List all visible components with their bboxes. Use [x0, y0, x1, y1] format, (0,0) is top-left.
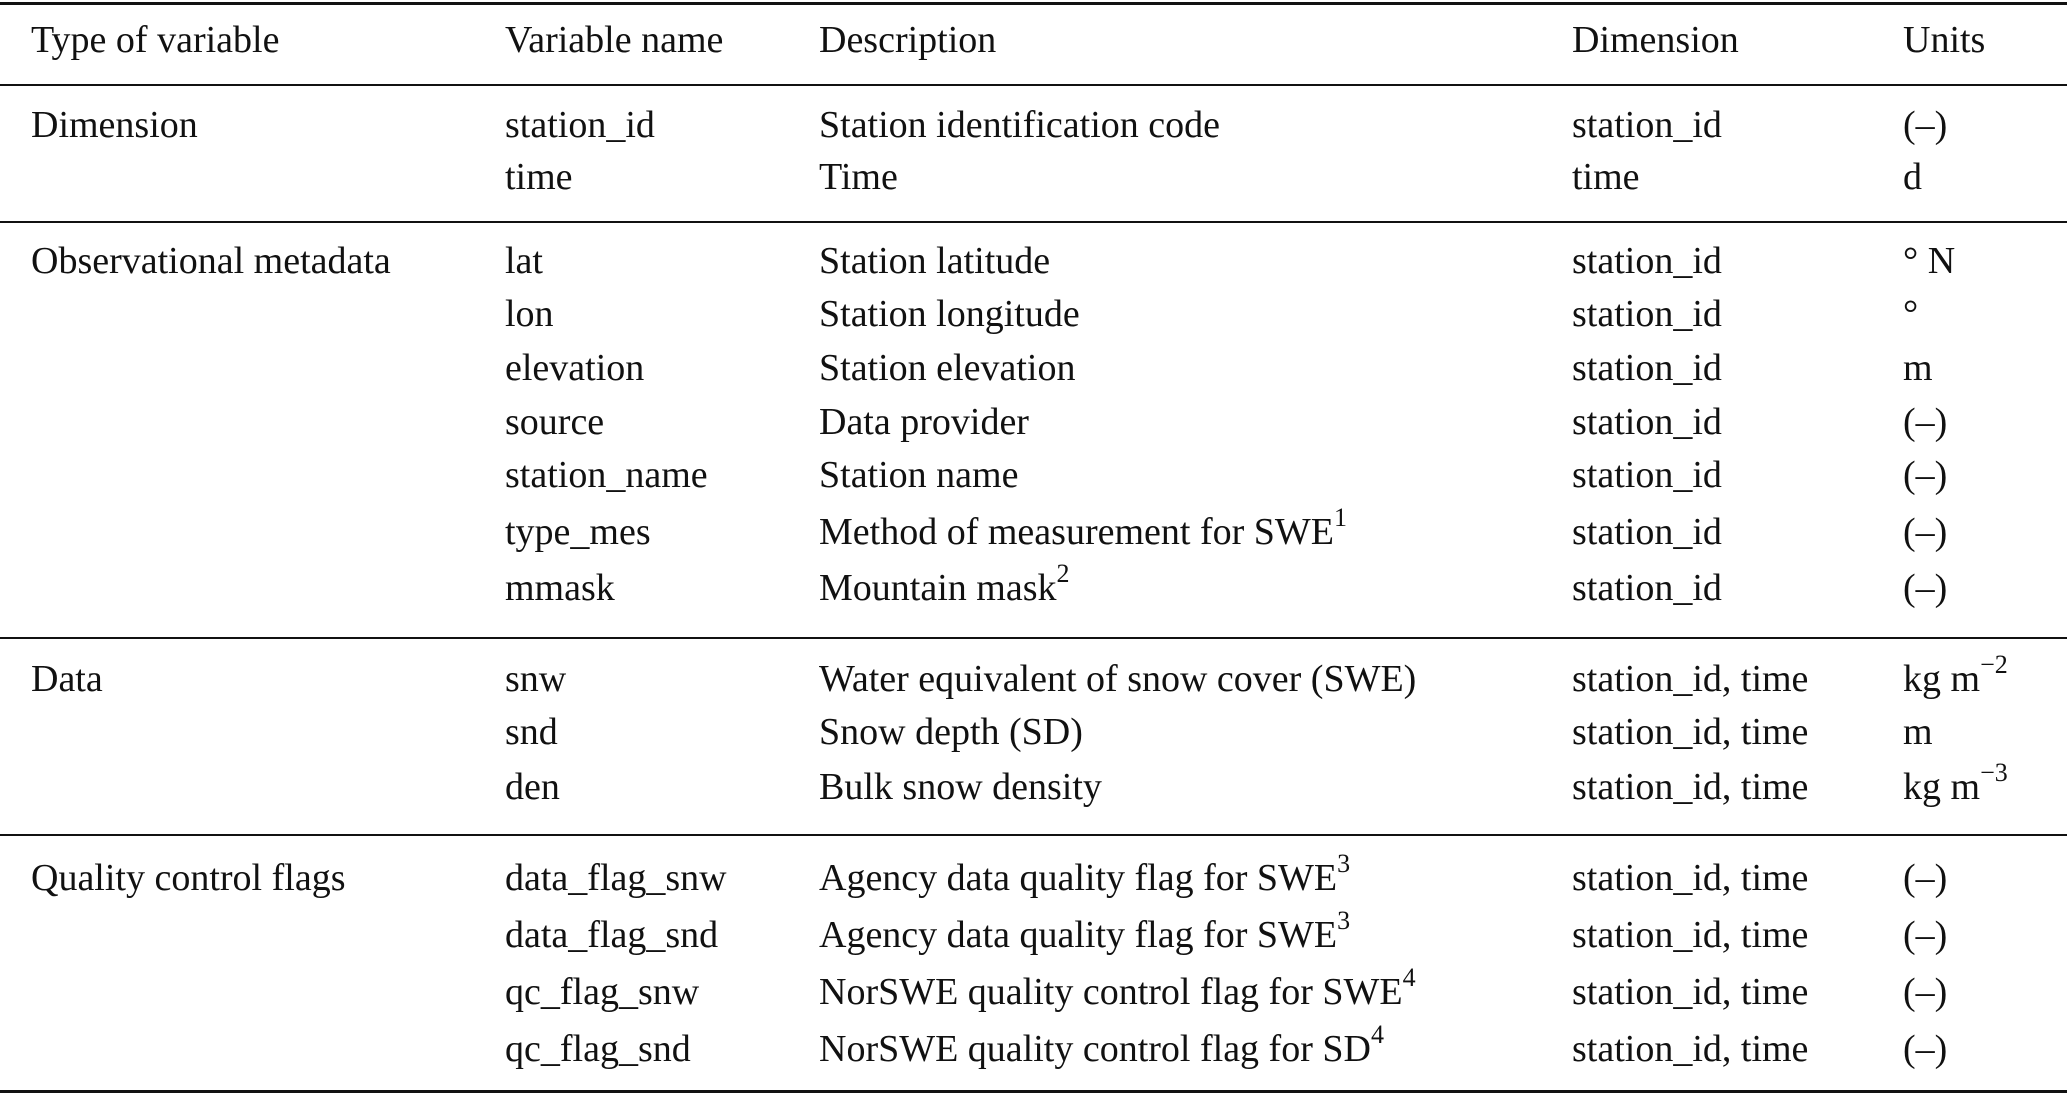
table-row [0, 397, 2067, 447]
variable-name: elevation [505, 347, 645, 389]
variable-dimension: station_id [1572, 347, 1722, 389]
header-units: Units [1903, 19, 1986, 61]
header-variable-name: Variable name [505, 19, 724, 61]
variable-name: type_mes [505, 511, 651, 553]
variable-dimension: station_id, time [1572, 971, 1809, 1013]
table-row [0, 236, 2067, 286]
unit-text: m [1903, 347, 1933, 389]
variable-name: snd [505, 711, 558, 753]
variable-units [1903, 100, 1947, 150]
unit-text: (–) [1903, 104, 1948, 146]
description-text: Snow depth (SD) [819, 711, 1083, 753]
description-text: Agency data quality flag for SWE [819, 857, 1338, 899]
variable-name: snw [505, 658, 567, 700]
table-row [0, 650, 2067, 704]
unit-text: d [1903, 156, 1922, 198]
table-row [0, 1020, 2067, 1074]
variable-units [1903, 507, 1947, 557]
variable-name: lat [505, 240, 543, 282]
description-text: Station elevation [819, 347, 1076, 389]
table-row [0, 503, 2067, 557]
variable-dimension: station_id [1572, 240, 1722, 282]
description-text: Method of measurement for SWE [819, 511, 1334, 553]
unit-text: ° [1903, 293, 1919, 335]
unit-text: (–) [1903, 1028, 1948, 1070]
unit-text: ° N [1903, 240, 1956, 282]
variable-description [819, 849, 1351, 903]
variable-dimension: station_id [1572, 511, 1722, 553]
table-row [0, 343, 2067, 393]
unit-text: kg m [1903, 766, 1981, 808]
variable-name: data_flag_snd [505, 914, 719, 956]
group-rule [0, 637, 2067, 639]
variable-name: data_flag_snw [505, 857, 727, 899]
header-dimension: Dimension [1572, 19, 1739, 61]
variable-units [1903, 450, 1947, 500]
variable-dimension: station_id [1572, 293, 1722, 335]
variable-type: Data [31, 658, 103, 700]
variable-type: Quality control flags [31, 857, 346, 899]
table-row [0, 152, 2067, 202]
footnote-marker: 1 [1333, 503, 1347, 533]
group-rule [0, 834, 2067, 836]
variable-type: Dimension [31, 104, 198, 146]
variable-units [1903, 152, 1922, 202]
table-row [0, 758, 2067, 812]
variable-description [819, 289, 1080, 339]
description-text: Data provider [819, 401, 1029, 443]
table-row [0, 849, 2067, 903]
variable-units [1903, 343, 1933, 393]
variable-dimension: station_id [1572, 401, 1722, 443]
variable-units [1903, 397, 1947, 447]
variable-dimension: station_id, time [1572, 658, 1809, 700]
description-text: Mountain mask [819, 567, 1057, 609]
variable-units [1903, 563, 1947, 613]
unit-text: (–) [1903, 511, 1948, 553]
variable-units [1903, 853, 1947, 903]
variable-dimension: station_id [1572, 104, 1722, 146]
footnote-marker: 3 [1337, 849, 1351, 879]
variable-dimension: station_id, time [1572, 766, 1809, 808]
variable-dimension: station_id, time [1572, 1028, 1809, 1070]
description-text: Water equivalent of snow cover (SWE) [819, 658, 1417, 700]
variable-dimension: station_id, time [1572, 914, 1809, 956]
variable-units [1903, 967, 1947, 1017]
variable-description [819, 100, 1220, 150]
description-text: Station name [819, 454, 1019, 496]
description-text: NorSWE quality control flag for SD [819, 1028, 1371, 1070]
variable-name: mmask [505, 567, 615, 609]
variable-description [819, 503, 1347, 557]
unit-text: (–) [1903, 914, 1948, 956]
variable-description [819, 559, 1070, 613]
unit-text: m [1903, 711, 1933, 753]
footnote-marker: 4 [1370, 1020, 1384, 1050]
table-row [0, 100, 2067, 150]
header-description: Description [819, 19, 997, 61]
description-text: Time [819, 156, 898, 198]
variable-description [819, 450, 1018, 500]
variable-name: source [505, 401, 605, 443]
table-row [0, 289, 2067, 339]
variable-description [819, 963, 1416, 1017]
variable-name: qc_flag_snd [505, 1028, 691, 1070]
table-row [0, 450, 2067, 500]
variable-description [819, 707, 1083, 757]
table-row [0, 906, 2067, 960]
variable-description [819, 236, 1050, 286]
variable-name: time [505, 156, 573, 198]
variable-units [1903, 650, 2008, 704]
footnote-marker: 3 [1337, 906, 1351, 936]
variable-name: qc_flag_snw [505, 971, 700, 1013]
variable-units [1903, 1024, 1947, 1074]
variable-units [1903, 289, 1918, 339]
variable-name: station_name [505, 454, 708, 496]
variable-name: lon [505, 293, 554, 335]
variable-description [819, 343, 1075, 393]
group-rule [0, 221, 2067, 223]
variable-dimension: station_id [1572, 454, 1722, 496]
top-rule [0, 2, 2067, 5]
unit-text: (–) [1903, 971, 1948, 1013]
variable-description [819, 397, 1029, 447]
variable-description [819, 152, 898, 202]
table-row [0, 559, 2067, 613]
description-text: NorSWE quality control flag for SWE [819, 971, 1403, 1013]
footnote-marker: 4 [1402, 963, 1416, 993]
header-type: Type of variable [31, 19, 280, 61]
description-text: Bulk snow density [819, 766, 1102, 808]
description-text: Agency data quality flag for SWE [819, 914, 1338, 956]
header-row [0, 15, 2067, 65]
unit-text: (–) [1903, 401, 1948, 443]
variable-description [819, 1020, 1384, 1074]
variable-units [1903, 707, 1933, 757]
variable-dimension: station_id [1572, 567, 1722, 609]
table-row [0, 963, 2067, 1017]
description-text: Station longitude [819, 293, 1080, 335]
variable-units [1903, 758, 2008, 812]
unit-text: (–) [1903, 567, 1948, 609]
variable-description [819, 654, 1416, 704]
unit-exponent: −3 [1980, 758, 2008, 788]
variable-name: den [505, 766, 560, 808]
bottom-rule [0, 1090, 2067, 1093]
unit-text: (–) [1903, 454, 1948, 496]
unit-exponent: −2 [1980, 650, 2008, 680]
variable-dimension: station_id, time [1572, 857, 1809, 899]
unit-text: (–) [1903, 857, 1948, 899]
footnote-marker: 2 [1056, 559, 1070, 589]
variable-dimension: station_id, time [1572, 711, 1809, 753]
unit-text: kg m [1903, 658, 1981, 700]
variable-description [819, 762, 1102, 812]
variable-units [1903, 910, 1947, 960]
variable-name: station_id [505, 104, 655, 146]
header-rule [0, 84, 2067, 86]
variable-dimension: time [1572, 156, 1640, 198]
variable-type: Observational metadata [31, 240, 391, 282]
description-text: Station latitude [819, 240, 1051, 282]
table-row [0, 707, 2067, 757]
variable-units [1903, 236, 1955, 286]
description-text: Station identification code [819, 104, 1221, 146]
variable-description [819, 906, 1351, 960]
